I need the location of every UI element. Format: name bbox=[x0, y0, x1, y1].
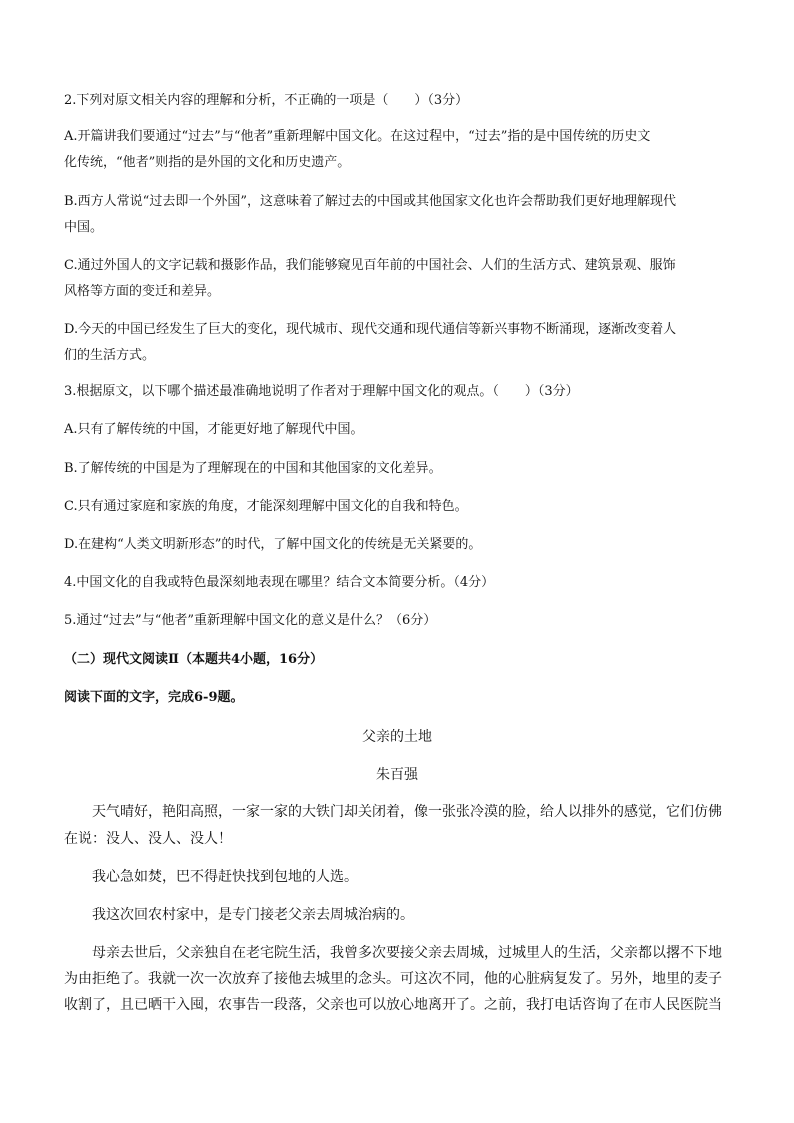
q2-option-a-line-1: A.开篇讲我们要通过“过去”与“他者”重新理解中国文化。在这过程中，“过去”指的是中国传统的历史文 bbox=[64, 129, 651, 144]
q2-option-c-line-1: C.通过外国人的文字记载和摄影作品，我们能够窥见百年前的中国社会、人们的生活方式、建筑景观、服饰 bbox=[64, 258, 676, 273]
q2-option-b-line-2: 中国。 bbox=[64, 220, 104, 235]
q3-option-c: C.只有通过家庭和家族的角度，才能深刻理解中国文化的自我和特色。 bbox=[64, 499, 468, 514]
story-author: 朱百强 bbox=[376, 767, 418, 783]
q3-option-d: D.在建构“人类文明新形态”的时代，了解中国文化的传统是无关紧要的。 bbox=[64, 537, 482, 552]
q2-option-c-line-2: 风格等方面的变迁和差异。 bbox=[64, 284, 221, 299]
story-title: 父亲的土地 bbox=[362, 729, 432, 745]
paragraph-2: 我心急如焚，巴不得赶快找到包地的人选。 bbox=[92, 869, 358, 885]
question-4-stem: 4.中国文化的自我或特色最深刻地表现在哪里？结合文本简要分析。（4分） bbox=[64, 575, 495, 590]
section-heading: （二）现代文阅读Ⅱ（本题共4小题，16分） bbox=[64, 652, 324, 667]
question-5-stem: 5.通过“过去”与“他者”重新理解中国文化的意义是什么？（6分） bbox=[64, 613, 437, 628]
q2-option-a-line-2: 化传统，“他者”则指的是外国的文化和历史遗产。 bbox=[64, 155, 351, 170]
paragraph-4-line-1: 母亲去世后，父亲独自在老宅院生活，我曾多次要接父亲去周城，过城里人的生活，父亲都以撂不下地 bbox=[92, 945, 722, 961]
paragraph-4-line-2: 为由拒绝了。我就一次一次放弃了接他去城里的念头。可这次不同，他的心脏病复发了。另外，地里的麦子 bbox=[64, 971, 722, 987]
paragraph-1-line-2: 在说：没人、没人、没人！ bbox=[64, 831, 232, 847]
q2-option-b-line-1: B.西方人常说“过去即一个外国”，这意味着了解过去的中国或其他国家文化也许会帮助我们更好地理解现代 bbox=[64, 194, 676, 209]
question-2-stem: 2.下列对原文相关内容的理解和分析，不正确的一项是（ ）（3分） bbox=[64, 93, 469, 108]
question-3-stem: 3.根据原文，以下哪个描述最准确地说明了作者对于理解中国文化的观点。（ ）（3分） bbox=[64, 384, 579, 399]
paragraph-4-line-3: 收割了，且已晒干入囤，农事告一段落，父亲也可以放心地离开了。之前，我打电话咨询了在市人民医院当 bbox=[64, 997, 722, 1013]
q3-option-b: B.了解传统的中国是为了理解现在的中国和其他国家的文化差异。 bbox=[64, 461, 442, 476]
paragraph-1-line-1: 天气晴好，艳阳高照，一家一家的大铁门却关闭着，像一张张冷漠的脸，给人以排外的感觉，它们仿佛 bbox=[92, 804, 722, 820]
q3-option-a: A.只有了解传统的中国，才能更好地了解现代中国。 bbox=[64, 422, 364, 437]
q2-option-d-line-1: D.今天的中国已经发生了巨大的变化，现代城市、现代交通和现代通信等新兴事物不断涌现，逐渐改变着人 bbox=[64, 322, 677, 337]
q2-option-d-line-2: 们的生活方式。 bbox=[64, 348, 156, 363]
section-instruction: 阅读下面的文字，完成6-9题。 bbox=[64, 690, 244, 705]
paragraph-3: 我这次回农村家中，是专门接老父亲去周城治病的。 bbox=[92, 907, 414, 923]
